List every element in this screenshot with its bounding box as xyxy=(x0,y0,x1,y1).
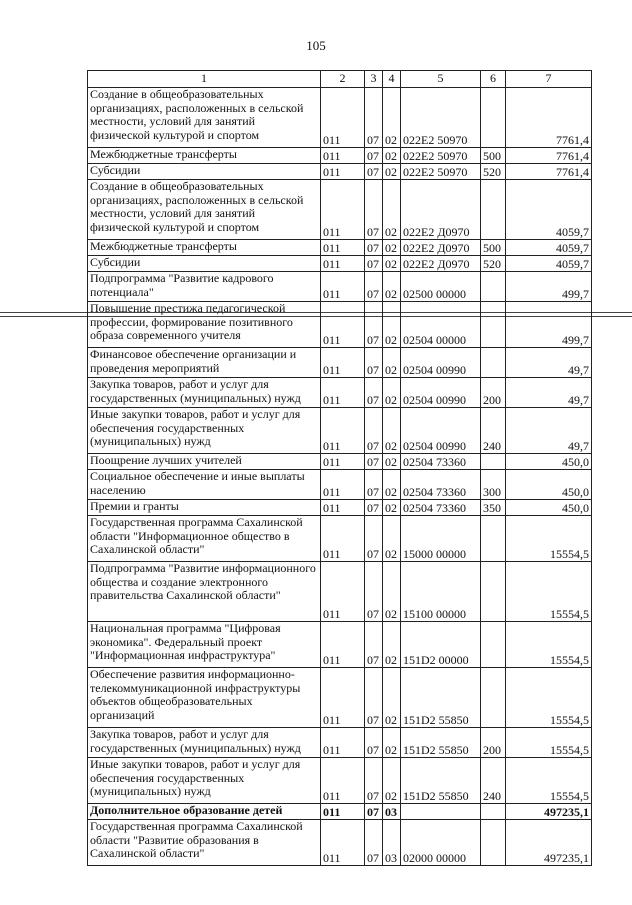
row-name-cell: Субсидии xyxy=(88,164,321,180)
row-amount: 49,7 xyxy=(506,408,592,454)
row-expense-type xyxy=(481,272,506,302)
table-row xyxy=(88,148,592,164)
row-name-cell: Обеспечение развития информационно-телекоммуникационной инфраструктуры объектов общеобразовательных организаций xyxy=(88,668,321,728)
row-name-cell: Повышение престижа педагогической профессии, формирование позитивного образа современного учителя xyxy=(88,302,321,348)
row-target-code: 022Е2 Д0970 xyxy=(401,180,481,240)
row-target-code: 02504 73360 xyxy=(401,470,481,500)
row-expense-type: 240 xyxy=(481,758,506,804)
row-section-code: 07 xyxy=(365,728,383,758)
header-cell: 6 xyxy=(481,71,506,88)
row-section-code: 07 xyxy=(365,256,383,272)
row-expense-type xyxy=(481,516,506,562)
row-expense-type: 520 xyxy=(481,164,506,180)
row-subsection-code: 02 xyxy=(383,378,401,408)
row-ministry-code: 011 xyxy=(321,562,365,622)
row-target-code: 02504 00000 xyxy=(401,302,481,348)
table-row xyxy=(88,500,592,516)
row-section-code: 07 xyxy=(365,240,383,256)
row-section-code: 07 xyxy=(365,668,383,728)
row-target-code: 022Е2 50970 xyxy=(401,164,481,180)
table-row xyxy=(88,668,592,728)
table-row xyxy=(88,302,592,348)
row-name-cell: Дополнительное образование детей xyxy=(88,804,321,820)
row-amount: 499,7 xyxy=(506,302,592,348)
row-amount: 7761,4 xyxy=(506,148,592,164)
row-expense-type: 520 xyxy=(481,256,506,272)
row-subsection-code: 02 xyxy=(383,622,401,668)
row-subsection-code: 02 xyxy=(383,302,401,348)
row-subsection-code: 02 xyxy=(383,454,401,470)
row-name-cell: Закупка товаров, работ и услуг для государственных (муниципальных) нужд xyxy=(88,378,321,408)
table-row xyxy=(88,454,592,470)
table-row xyxy=(88,272,592,302)
row-subsection-code: 02 xyxy=(383,758,401,804)
row-ministry-code: 011 xyxy=(321,622,365,668)
row-target-code: 15000 00000 xyxy=(401,516,481,562)
row-ministry-code: 011 xyxy=(321,804,365,820)
row-target-code: 02500 00000 xyxy=(401,272,481,302)
row-section-code: 07 xyxy=(365,348,383,378)
row-expense-type xyxy=(481,302,506,348)
budget-table xyxy=(87,70,592,866)
header-cell: 2 xyxy=(321,71,365,88)
table-row xyxy=(88,88,592,148)
row-section-code: 07 xyxy=(365,378,383,408)
row-name-cell: Субсидии xyxy=(88,256,321,272)
row-target-code: 022Е2 Д0970 xyxy=(401,256,481,272)
row-target-code: 02000 00000 xyxy=(401,820,481,866)
row-target-code: 022Е2 50970 xyxy=(401,88,481,148)
row-section-code: 07 xyxy=(365,148,383,164)
row-amount: 499,7 xyxy=(506,272,592,302)
row-expense-type: 200 xyxy=(481,378,506,408)
row-amount: 15554,5 xyxy=(506,758,592,804)
row-expense-type xyxy=(481,562,506,622)
row-amount: 15554,5 xyxy=(506,562,592,622)
row-amount: 450,0 xyxy=(506,470,592,500)
table-row xyxy=(88,758,592,804)
row-amount: 15554,5 xyxy=(506,728,592,758)
row-name-cell: Социальное обеспечение и иные выплаты населению xyxy=(88,470,321,500)
row-section-code: 07 xyxy=(365,500,383,516)
table-row xyxy=(88,240,592,256)
row-expense-type: 200 xyxy=(481,728,506,758)
row-ministry-code: 011 xyxy=(321,408,365,454)
row-subsection-code: 02 xyxy=(383,164,401,180)
row-subsection-code: 02 xyxy=(383,240,401,256)
row-section-code: 07 xyxy=(365,302,383,348)
row-expense-type xyxy=(481,668,506,728)
row-name-cell: Премии и гранты xyxy=(88,500,321,516)
row-subsection-code: 02 xyxy=(383,516,401,562)
row-subsection-code: 02 xyxy=(383,348,401,378)
table-row xyxy=(88,348,592,378)
table-row xyxy=(88,470,592,500)
row-target-code: 02504 00990 xyxy=(401,378,481,408)
row-target-code: 02504 73360 xyxy=(401,500,481,516)
row-ministry-code: 011 xyxy=(321,272,365,302)
row-ministry-code: 011 xyxy=(321,348,365,378)
row-name-cell: Финансовое обеспечение организации и проведения мероприятий xyxy=(88,348,321,378)
row-section-code: 07 xyxy=(365,820,383,866)
table-row xyxy=(88,562,592,622)
row-ministry-code: 011 xyxy=(321,728,365,758)
row-subsection-code: 02 xyxy=(383,180,401,240)
row-amount: 4059,7 xyxy=(506,180,592,240)
header-cell: 5 xyxy=(401,71,481,88)
row-name-cell: Закупка товаров, работ и услуг для государственных (муниципальных) нужд xyxy=(88,728,321,758)
row-subsection-code: 02 xyxy=(383,562,401,622)
row-subsection-code: 02 xyxy=(383,500,401,516)
row-section-code: 07 xyxy=(365,804,383,820)
row-expense-type: 500 xyxy=(481,148,506,164)
row-ministry-code: 011 xyxy=(321,516,365,562)
row-ministry-code: 011 xyxy=(321,668,365,728)
row-name-cell: Создание в общеобразовательных организациях, расположенных в сельской местности, условий для занятий физической культурой и спортом xyxy=(88,88,321,148)
row-subsection-code: 02 xyxy=(383,256,401,272)
table-row xyxy=(88,408,592,454)
table-row xyxy=(88,622,592,668)
row-expense-type xyxy=(481,88,506,148)
row-expense-type: 500 xyxy=(481,240,506,256)
table-row xyxy=(88,378,592,408)
row-expense-type: 240 xyxy=(481,408,506,454)
row-name-cell: Государственная программа Сахалинской области "Развитие образования в Сахалинской области" xyxy=(88,820,321,866)
row-section-code: 07 xyxy=(365,454,383,470)
header-cell: 7 xyxy=(506,71,592,88)
row-section-code: 07 xyxy=(365,758,383,804)
row-section-code: 07 xyxy=(365,180,383,240)
row-expense-type xyxy=(481,348,506,378)
row-target-code: 02504 00990 xyxy=(401,348,481,378)
row-target-code: 151D2 00000 xyxy=(401,622,481,668)
row-amount: 450,0 xyxy=(506,454,592,470)
row-section-code: 07 xyxy=(365,272,383,302)
row-amount: 15554,5 xyxy=(506,516,592,562)
row-section-code: 07 xyxy=(365,516,383,562)
row-expense-type xyxy=(481,820,506,866)
row-ministry-code: 011 xyxy=(321,164,365,180)
row-section-code: 07 xyxy=(365,164,383,180)
row-section-code: 07 xyxy=(365,470,383,500)
row-name-cell: Государственная программа Сахалинской области "Информационное общество в Сахалинской области" xyxy=(88,516,321,562)
row-ministry-code: 011 xyxy=(321,88,365,148)
header-cell: 4 xyxy=(383,71,401,88)
table-row xyxy=(88,820,592,866)
row-amount: 15554,5 xyxy=(506,668,592,728)
row-expense-type xyxy=(481,454,506,470)
header-row xyxy=(88,71,592,88)
row-name-cell: Иные закупки товаров, работ и услуг для обеспечения государственных (муниципальных) нужд xyxy=(88,408,321,454)
row-amount: 49,7 xyxy=(506,348,592,378)
row-subsection-code: 03 xyxy=(383,820,401,866)
row-target-code: 022Е2 50970 xyxy=(401,148,481,164)
row-amount: 7761,4 xyxy=(506,88,592,148)
row-ministry-code: 011 xyxy=(321,470,365,500)
row-section-code: 07 xyxy=(365,408,383,454)
row-ministry-code: 011 xyxy=(321,758,365,804)
row-name-cell: Национальная программа "Цифровая экономика". Федеральный проект "Информационная инфраструктура" xyxy=(88,622,321,668)
row-target-code: 15100 00000 xyxy=(401,562,481,622)
row-ministry-code: 011 xyxy=(321,148,365,164)
row-section-code: 07 xyxy=(365,88,383,148)
row-section-code: 07 xyxy=(365,622,383,668)
row-amount: 15554,5 xyxy=(506,622,592,668)
row-expense-type: 300 xyxy=(481,470,506,500)
row-name-cell: Межбюджетные трансферты xyxy=(88,148,321,164)
row-amount: 7761,4 xyxy=(506,164,592,180)
row-subsection-code: 02 xyxy=(383,148,401,164)
row-expense-type xyxy=(481,180,506,240)
row-target-code: 151D2 55850 xyxy=(401,668,481,728)
row-expense-type xyxy=(481,622,506,668)
row-subsection-code: 03 xyxy=(383,804,401,820)
row-ministry-code: 011 xyxy=(321,256,365,272)
row-amount: 4059,7 xyxy=(506,240,592,256)
row-ministry-code: 011 xyxy=(321,378,365,408)
row-name-cell: Подпрограмма "Развитие кадрового потенциала" xyxy=(88,272,321,302)
row-subsection-code: 02 xyxy=(383,408,401,454)
row-amount: 497235,1 xyxy=(506,804,592,820)
row-name-cell: Создание в общеобразовательных организациях, расположенных в сельской местности, условий для занятий физической культурой и спортом xyxy=(88,180,321,240)
row-section-code: 07 xyxy=(365,562,383,622)
row-subsection-code: 02 xyxy=(383,728,401,758)
row-target-code: 151D2 55850 xyxy=(401,758,481,804)
row-name-cell: Поощрение лучших учителей xyxy=(88,454,321,470)
table-row xyxy=(88,164,592,180)
table-row xyxy=(88,728,592,758)
table-row xyxy=(88,516,592,562)
row-name-cell: Иные закупки товаров, работ и услуг для обеспечения государственных (муниципальных) нужд xyxy=(88,758,321,804)
row-amount: 4059,7 xyxy=(506,256,592,272)
row-amount: 49,7 xyxy=(506,378,592,408)
row-ministry-code: 011 xyxy=(321,180,365,240)
row-name-cell: Межбюджетные трансферты xyxy=(88,240,321,256)
row-ministry-code: 011 xyxy=(321,500,365,516)
row-amount: 450,0 xyxy=(506,500,592,516)
row-subsection-code: 02 xyxy=(383,470,401,500)
row-ministry-code: 011 xyxy=(321,302,365,348)
row-target-code: 151D2 55850 xyxy=(401,728,481,758)
row-subsection-code: 02 xyxy=(383,668,401,728)
row-subsection-code: 02 xyxy=(383,272,401,302)
table-row xyxy=(88,804,592,820)
row-expense-type: 350 xyxy=(481,500,506,516)
row-ministry-code: 011 xyxy=(321,240,365,256)
header-cell: 3 xyxy=(365,71,383,88)
table-row xyxy=(88,256,592,272)
header-cell: 1 xyxy=(88,71,321,88)
row-name-cell: Подпрограмма "Развитие информационного общества и создание электронного правительства Сахалинской области" xyxy=(88,562,321,622)
row-target-code: 02504 00990 xyxy=(401,408,481,454)
table-row xyxy=(88,180,592,240)
row-expense-type xyxy=(481,804,506,820)
row-ministry-code: 011 xyxy=(321,454,365,470)
row-target-code: 02504 73360 xyxy=(401,454,481,470)
row-target-code xyxy=(401,804,481,820)
row-amount: 497235,1 xyxy=(506,820,592,866)
row-target-code: 022Е2 Д0970 xyxy=(401,240,481,256)
row-ministry-code: 011 xyxy=(321,820,365,866)
page-number: 105 xyxy=(306,38,326,53)
row-subsection-code: 02 xyxy=(383,88,401,148)
